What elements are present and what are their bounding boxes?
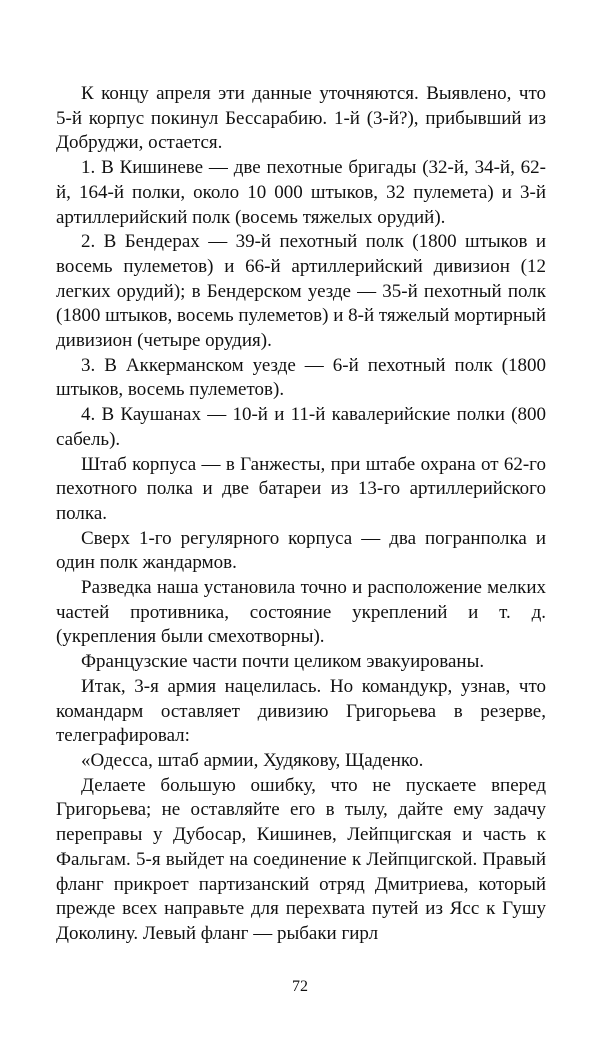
paragraph: Делаете большую ошибку, что не пускаете вперед Григорьева; не оставляйте его в тылу, дайте ему задачу переправы у Дубосар, Кишинев, Лейпцигская и часть к Фальгам. 5-я выйдет на соединение к Лейпцигской. Правый фланг прикроет партизанский отряд Дмитриева, который прежде всех направьте для перехвата путей из Ясс к Гушу Доколину. Левый фланг — рыбаки гирл (56, 774, 546, 944)
page-number: 72 (292, 978, 308, 995)
paragraph: Французские части почти целиком эвакуированы. (81, 651, 485, 673)
page-body (56, 82, 546, 947)
paragraph: Штаб корпуса — в Ганжесты, при штабе охрана от 62-го пехотного полка и две батареи из 13-го артиллерийского полка. (56, 453, 546, 524)
paragraph: 2. В Бендерах — 39-й пехотный полк (1800 штыков и восемь пулеметов) и 66-й артиллерийский дивизион (12 легких орудий); в Бендерском уезде — 35-й пехотный полк (1800 штыков, восемь пулеметов) и 8-й тяжелый мортирный дивизион (четыре орудия). (56, 231, 546, 352)
paragraph: 4. В Каушанах — 10-й и 11-й кавалерийские полки (800 сабель). (56, 404, 546, 450)
paragraph: Разведка наша установила точно и расположение мелких частей противника, состояние укреплений и т. д. (укрепления были смехотворны). (56, 577, 546, 648)
paragraph: Сверх 1-го регулярного корпуса — два погранполка и один полк жандармов. (56, 527, 546, 574)
paragraph: «Одесса, штаб армии, Худякову, Щаденко. (81, 749, 424, 771)
paragraph: Итак, 3-я армия нацелилась. Но командукр, узнав, что командарм оставляет дивизию Григорьева в резерве, телеграфировал: (56, 675, 546, 747)
paragraph: К концу апреля эти данные уточняются. Выявлено, что 5-й корпус покинул Бессарабию. 1-й (3-й?), прибывший из Добруджи, остается. (56, 83, 546, 154)
paragraph: 3. В Аккерманском уезде — 6-й пехотный полк (1800 штыков, восемь пулеметов). (56, 354, 546, 401)
paragraph: 1. В Кишиневе — две пехотные бригады (32-й, 34-й, 62-й, 164-й полки, около 10 000 штыков, 32 пулемета) и 3-й артиллерийский полк (восемь тяжелых орудий). (56, 157, 546, 228)
